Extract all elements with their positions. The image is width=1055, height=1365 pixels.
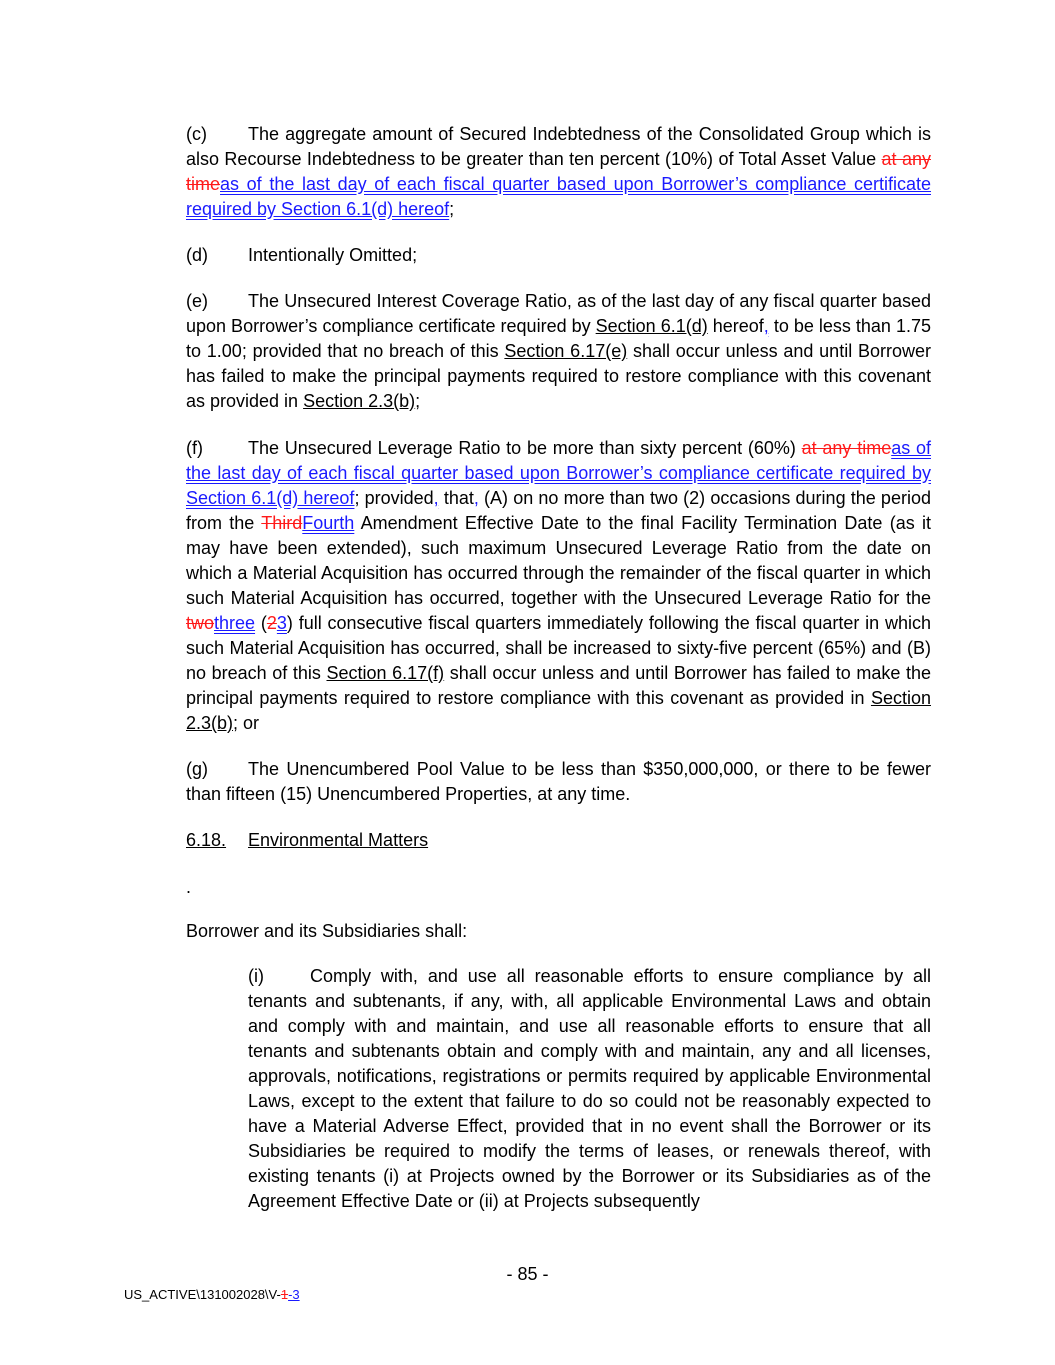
intro-text: Borrower and its Subsidiaries shall: — [186, 921, 468, 941]
section-reference: Section 6.17(e) — [504, 341, 628, 361]
paragraph-e — [186, 289, 931, 414]
paragraph-text: shall occur unless and until Borrower has failed to make the principal payments required to restore compliance with this covenant as provided in — [186, 663, 931, 708]
paragraph-label: (f) — [186, 438, 203, 458]
paragraph-text: shall occur unless and until Borrower has failed to make the principal payments required to restore compliance with this covenant as provided in — [186, 341, 931, 411]
paragraph-text: hereof — [707, 316, 764, 336]
paragraph-c — [186, 122, 931, 222]
inserted-text: -3 — [288, 1287, 300, 1302]
section-reference: Section 2.3(b) — [186, 688, 931, 733]
inserted-text: as of the last day of each fiscal quarter based upon Borrower’s compliance certificate required by Section 6.1(d) hereof — [186, 174, 931, 219]
paragraph-text: The Unsecured Leverage Ratio to be more than sixty percent (60%) — [248, 438, 802, 458]
paragraph-text: ; provided — [354, 488, 434, 508]
inserted-text: three — [214, 613, 256, 633]
paragraph-text: The aggregate amount of Secured Indebtedness of the Consolidated Group which is also Recourse Indebtedness to be greater than ten percent (10%) of Total Asset Value — [186, 124, 931, 169]
paragraph-label: (e) — [186, 291, 208, 311]
paragraph-text: The Unencumbered Pool Value to be less than $350,000,000, or there to be fewer than fifteen (15) Unencumbered Properties, at any time. — [186, 759, 931, 804]
paragraph-text: to be less than 1.75 to 1.00; provided that no breach of this — [186, 316, 931, 361]
inserted-text: Fourth — [302, 513, 355, 533]
deleted-text: 2 — [266, 613, 277, 633]
section-reference: Section 6.17(f) — [326, 663, 445, 683]
paragraph-g — [186, 757, 931, 807]
paragraph-text: Comply with, and use all reasonable efforts to ensure compliance by all tenants and subtenants, if any, with, all applicable Environmental Laws and obtain and comply with and maintain, and use all reasonable efforts to ensure that all tenants and subtenants obtain and comply with and maintain, any and all licenses, approvals, notifications, registrations or permits required by applicable Environmental Laws, except to the extent that failure to do so could not be reasonably expected to have a Material Adverse Effect, provided that in no event shall the Borrower or its Subsidiaries be required to modify the terms of leases, or renewals thereof, with existing tenants (i) at Projects owned by the Borrower or its Subsidiaries as of the Agreement Effective Date or (ii) at Projects subsequently — [248, 966, 931, 1211]
paragraph-text: Intentionally Omitted; — [248, 245, 418, 265]
page-number: - 85 - — [506, 1264, 549, 1284]
section-reference: Section 6.1(d) — [595, 316, 708, 336]
paragraph-text: Amendment Effective Date to the final Facility Termination Date (as it may have been extended), such maximum Unsecured Leverage Ratio from the date on which a Material Acquisition has occurred through the remainder of the fiscal quarter in which such Material Acquisition has occurred, together with the Unsecured Leverage Ratio for the — [186, 513, 931, 608]
paragraph-text: that — [438, 488, 474, 508]
paragraph-f — [186, 436, 931, 736]
inserted-text: 3 — [276, 613, 287, 633]
paragraph-text: ; — [415, 391, 421, 411]
section-heading — [186, 828, 428, 853]
stray-period: . — [186, 877, 192, 897]
paragraph-text: ; or — [233, 713, 260, 733]
document-id-text: US_ACTIVE\131002028\V- — [124, 1287, 281, 1302]
document-id — [124, 1286, 300, 1304]
section-reference: Section 2.3(b) — [303, 391, 416, 411]
paragraph-label: (g) — [186, 759, 208, 779]
section-number: 6.18. — [186, 830, 227, 850]
paragraph-text: ) full consecutive fiscal quarters immediately following the fiscal quarter in which such Material Acquisition has occurred, shall be increased to sixty-five percent (65%) and (B) no breach of this — [186, 613, 932, 683]
inserted-text: , — [433, 488, 439, 508]
paragraph-text: (A) on no more than two (2) occasions during the period from the — [186, 488, 931, 533]
paragraph-label: (c) — [186, 124, 207, 144]
paragraph-text: ; — [449, 199, 455, 219]
deleted-text: two — [186, 613, 215, 633]
paragraph-i — [248, 964, 931, 1214]
inserted-text: as of the last day of each fiscal quarter based upon Borrower’s compliance certificate required by Section 6.1(d) hereof — [186, 438, 931, 508]
paragraph-text: ( — [255, 613, 267, 633]
deleted-text: at any time — [801, 438, 892, 458]
inserted-text: , — [763, 316, 769, 336]
deleted-text: at any time — [186, 149, 931, 194]
inserted-text: , — [473, 488, 479, 508]
deleted-text: 1 — [280, 1287, 289, 1302]
paragraph-label: (d) — [186, 245, 208, 265]
paragraph-d — [186, 243, 931, 268]
deleted-text: Third — [261, 513, 303, 533]
paragraph-label: (i) — [248, 966, 264, 986]
paragraph-text: The Unsecured Interest Coverage Ratio, as of the last day of any fiscal quarter based upon Borrower’s compliance certificate required by — [186, 291, 931, 336]
section-title: Environmental Matters — [248, 830, 429, 850]
